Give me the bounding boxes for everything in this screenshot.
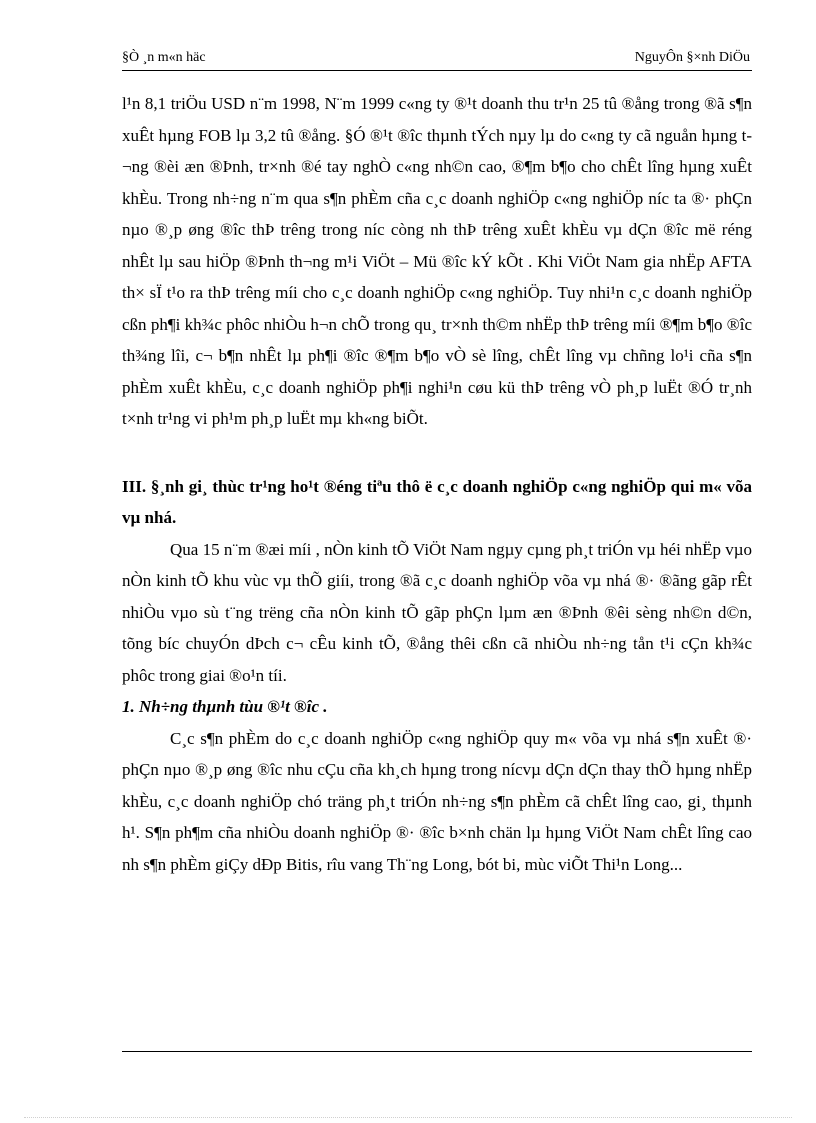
subsection-heading: 1. Nh÷ng thµnh tùu ®¹t ®îc . (122, 697, 328, 716)
section-heading: III. §¸nh gi¸ thùc tr¹ng ho¹t ®éng tiªu thô ë c¸c doanh nghiÖp c«ng nghiÖp qui m« võa vµ nhá. (122, 476, 752, 527)
paragraph-overview: Qua 15 n¨m ®æi míi , nÒn kinh tÕ ViÖt Nam ngµy cµng ph¸t triÓn vµ héi nhËp vµo nÒn kinh tÕ khu vùc vµ thÕ giíi, trong ®ã c¸c doanh nghiÖp võa vµ nhá ®· ®ãng gãp rÊt nhiÒu vµo sù t¨ng trëng cña nÒn kinh tÕ gãp phÇn lµm æn ®Þnh ®êi sèng nh©n d©n, tõng bíc chuyÓn dÞch c¬ cÊu kinh tÕ, ®ång thêi cßn cã nhiÒu nh÷ng tån t¹i cÇn kh¾c phôc trong giai ®o¹n tíi. (122, 539, 752, 685)
header-course-title: §Ò ¸n m«n häc (122, 50, 206, 65)
page-header (122, 50, 752, 71)
paragraph-continuation: l¹n 8,1 triÖu USD n¨m 1998, N¨m 1999 c«ng ty ®¹t doanh thu tr¹n 25 tû ®ång trong ®ã s¶n xuÊt hµng FOB lµ 3,2 tû ®ång. §Ó ®¹t ®îc thµnh tÝch nµy lµ do c«ng ty cã nguån hµng t¬ng ®èi æn ®Þnh, tr×nh ®é tay nghÒ c«ng nh©n cao, ®¶m b¶o cho chÊt lîng hµng xuÊt khÈu. Trong nh÷ng n¨m qua s¶n phÈm cña c¸c doanh nghiÖp c«ng nghiÖp níc ta ®· phÇn nµo ®¸p øng ®îc thÞ trêng trong níc còng nh thÞ trêng xuÊt khÈu vµ dÇn ®îc më réng nhÊt lµ sau hiÖp ®Þnh th¬ng m¹i ViÖt – Mü ®îc kÝ kÕt . Khi ViÖt Nam gia nhËp AFTA th× sÏ t¹o ra thÞ trêng míi cho c¸c doanh nghiÖp c«ng nghiÖp. Tuy nhi¹n c¸c doanh nghiÖp cßn ph¶i kh¾c phôc nhiÒu h¬n chÕ trong qu¸ tr×nh th©m nhËp thÞ trêng míi ®¶m b¶o ®îc th¾ng lîi, c¬ b¶n nhÊt lµ ph¶i ®îc ®¶m b¶o vÒ sè lîng, chÊt lîng vµ chñng lo¹i cña s¶n phÈm xuÊt khÈu, c¸c doanh nghiÖp ph¶i nghi¹n cøu kü thÞ trêng vÒ ph¸p luËt ®Ó tr¸nh t×nh tr¹ng vi ph¹m ph¸p luËt mµ kh«ng biÕt. (122, 94, 752, 428)
footer-rule (122, 1051, 752, 1052)
page-edge-dotted (24, 1117, 792, 1118)
paragraph-achievements: C¸c s¶n phÈm do c¸c doanh nghiÖp c«ng nghiÖp quy m« võa vµ nhá s¶n xuÊt ®· phÇn nµo ®¸p øng ®îc nhu cÇu cña kh¸ch hµng trong nícvµ dÇn dÇn thay thÕ hµng nhËp khÈu, c¸c doanh nghiÖp chó träng ph¸t triÓn nh÷ng s¶n phÈm cã chÊt lîng cao, gi¸ thµnh h¹. S¶n ph¶m cña nhiÒu doanh nghiÖp ®· ®îc b×nh chän lµ hµng ViÖt Nam chÊt lîng cao nh s¶n phÈm giÇy dÐp Bitis, rîu vang Th¨ng Long, bót bi, mùc viÕt Thi¹n Long... (122, 728, 752, 874)
header-author-name: NguyÔn §×nh DiÖu (634, 50, 750, 65)
document-body (122, 88, 752, 880)
